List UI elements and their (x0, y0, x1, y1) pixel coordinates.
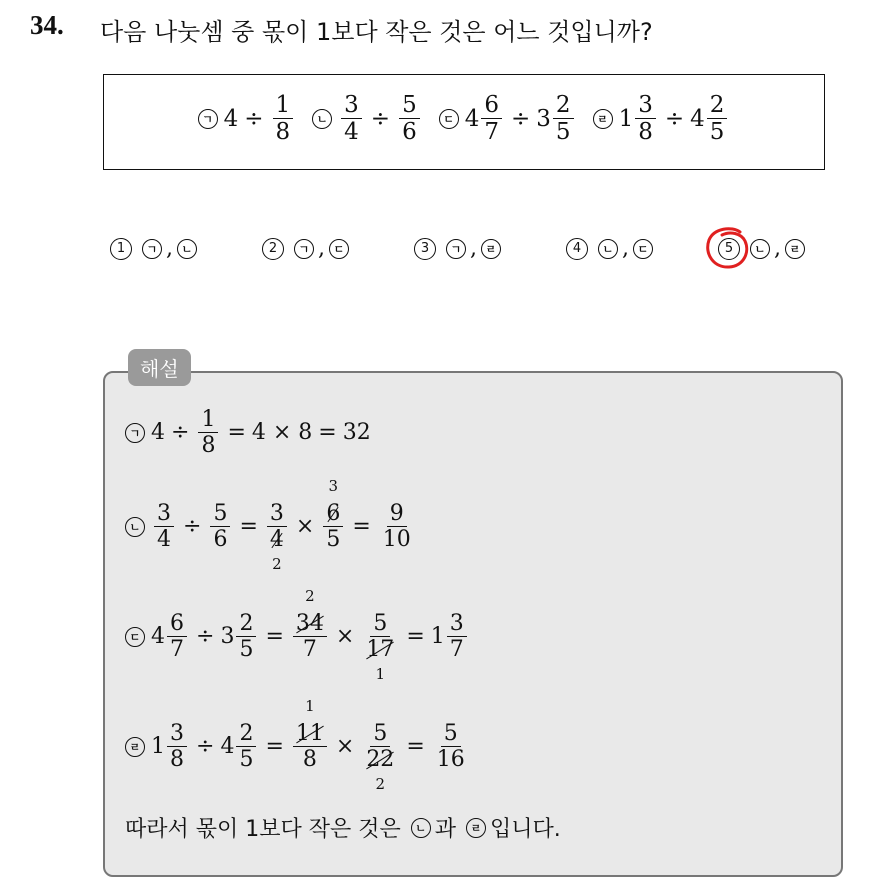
mark-giyeok-icon: ㄱ (198, 109, 218, 129)
fraction (380, 502, 414, 551)
mark-nieun-icon: ㄴ (312, 109, 332, 129)
choice-mark-icon: ㄱ (446, 239, 466, 259)
whole: 3 (220, 624, 235, 650)
cancelled-number: 6 3 (326, 477, 341, 526)
mark-nieun-icon: ㄴ (411, 818, 431, 838)
numerator: 5 (399, 93, 420, 119)
solution-line-2 (125, 477, 417, 574)
numerator: 3 (447, 612, 467, 637)
divide-sign: ÷ (196, 734, 215, 760)
reduced-number: 3 (328, 477, 339, 495)
denominator: 7 (449, 637, 464, 663)
choice-mark-icon: ㄴ (750, 239, 770, 259)
denominator: 5 (326, 527, 341, 553)
mark-digeut-icon: ㄷ (125, 627, 145, 647)
mixed-number (536, 93, 576, 144)
numerator: 2 (236, 722, 256, 747)
fraction (236, 612, 256, 661)
fraction (198, 408, 218, 457)
fraction (323, 477, 343, 553)
mark-rieul-icon: ㄹ (125, 737, 145, 757)
equals-sign: = (265, 624, 284, 650)
box-a-whole: 4 (223, 105, 239, 132)
numerator: 5 (441, 722, 461, 747)
choice-1[interactable]: 1 ㄱ , ㄴ (110, 236, 203, 261)
denominator: 7 (302, 637, 317, 663)
divide-sign: ÷ (370, 105, 391, 132)
denominator: 6 (213, 527, 228, 553)
reduced-number: 2 (305, 587, 315, 605)
choice-4[interactable]: 4 ㄴ , ㄷ (566, 236, 659, 261)
cancelled-number: 17 1 (366, 637, 395, 684)
fraction (167, 722, 187, 771)
choice-5[interactable]: 5 ㄴ , ㄹ (718, 236, 811, 261)
numerator: 5 (370, 612, 390, 637)
numerator: 5 (370, 722, 390, 747)
fraction (293, 587, 327, 663)
whole: 4 (151, 420, 165, 446)
denominator: 8 (302, 747, 317, 773)
answer-circle-mark-icon (704, 226, 752, 272)
times-sign: × (335, 734, 355, 760)
fraction (267, 501, 287, 574)
denominator: 16 (436, 747, 465, 773)
denominator: 5 (239, 747, 254, 773)
equals-sign: = (406, 624, 425, 650)
mark-rieul-icon: ㄹ (593, 109, 613, 129)
divide-sign: ÷ (171, 420, 190, 446)
denominator (363, 637, 397, 684)
mixed-number (220, 722, 259, 771)
mixed-number (151, 722, 190, 771)
fraction (341, 93, 362, 144)
mixed-number (220, 612, 259, 661)
mixed-number (619, 93, 659, 144)
choice-number-icon: 3 (414, 238, 436, 260)
whole: 4 (151, 624, 165, 650)
numerator (293, 587, 327, 637)
equals-sign: = (227, 420, 246, 446)
denominator: 8 (275, 119, 291, 146)
numerator: 3 (341, 93, 362, 119)
equals-sign: = (406, 734, 425, 760)
choice-mark-icon: ㄷ (329, 239, 349, 259)
fraction (553, 93, 574, 144)
expression: 4 × 8 (251, 420, 313, 446)
cancelled-number: 22 2 (366, 747, 395, 794)
divide-sign: ÷ (183, 514, 202, 540)
solution-conclusion (125, 812, 561, 843)
fraction (481, 93, 502, 144)
fraction (447, 612, 467, 661)
choice-number-icon: 2 (262, 238, 284, 260)
whole: 1 (151, 734, 165, 760)
numerator: 3 (635, 93, 656, 119)
numerator: 1 (273, 93, 294, 119)
denominator: 8 (638, 119, 653, 146)
numerator: 9 (387, 502, 407, 527)
fraction (363, 611, 397, 684)
choice-number-icon: 4 (566, 238, 588, 260)
solution-line-4 (125, 697, 471, 794)
mark-digeut-icon: ㄷ (439, 109, 459, 129)
equals-sign: = (265, 734, 284, 760)
reduced-number: 2 (272, 555, 282, 574)
mark-giyeok-icon: ㄱ (125, 423, 145, 443)
whole: 1 (618, 105, 634, 132)
mixed-number (151, 612, 190, 661)
equals-sign: = (239, 514, 258, 540)
divide-sign: ÷ (244, 105, 264, 132)
choice-number-icon: 5 (718, 238, 740, 260)
denominator: 4 (344, 119, 359, 146)
denominator: 6 (402, 119, 417, 146)
fraction (635, 93, 656, 144)
whole: 4 (464, 105, 480, 132)
question-text: 다음 나눗셈 중 몫이 1보다 작은 것은 어느 것입니까? (100, 18, 653, 46)
conclusion-pre: 따라서 몫이 1보다 작은 것은 (125, 817, 401, 842)
result: 32 (342, 420, 371, 446)
fraction (236, 722, 256, 771)
cancelled-number: 11 1 (295, 697, 324, 746)
denominator: 5 (555, 119, 571, 146)
times-sign: × (295, 514, 315, 540)
question-number: 34. (30, 10, 64, 40)
reduced-number: 1 (305, 697, 315, 715)
denominator: 5 (239, 637, 254, 663)
reduced-number: 2 (375, 775, 386, 794)
conclusion-post: 입니다. (490, 817, 561, 842)
fraction (434, 722, 468, 771)
denominator (267, 527, 287, 574)
numerator: 5 (210, 502, 230, 527)
whole: 4 (220, 734, 235, 760)
fraction (167, 612, 187, 661)
whole: 1 (430, 624, 445, 650)
numerator (293, 697, 327, 747)
fraction (273, 93, 294, 144)
divide-sign: ÷ (511, 105, 531, 132)
numerator: 3 (267, 502, 287, 527)
problem-box (103, 74, 825, 170)
numerator: 6 (481, 93, 502, 119)
mixed-number (465, 93, 505, 144)
numerator: 2 (236, 612, 256, 637)
solution-line-1 (125, 408, 371, 457)
denominator: 8 (170, 747, 184, 773)
problem-row (104, 93, 824, 144)
numerator: 3 (154, 502, 174, 527)
numerator: 1 (198, 408, 218, 433)
equals-sign: = (352, 514, 371, 540)
numerator (323, 477, 343, 527)
denominator (363, 747, 397, 794)
choice-mark-icon: ㄹ (481, 239, 501, 259)
choice-mark-icon: ㄷ (633, 239, 653, 259)
denominator: 7 (484, 119, 499, 146)
denominator: 7 (170, 637, 184, 663)
numerator: 2 (707, 93, 728, 119)
whole: 3 (536, 105, 551, 132)
choice-mark-icon: ㄱ (142, 239, 162, 259)
fraction (154, 502, 174, 551)
fraction (210, 502, 230, 551)
denominator: 8 (201, 433, 216, 459)
choice-mark-icon: ㄹ (785, 239, 805, 259)
fraction (399, 93, 420, 144)
choice-mark-icon: ㄱ (294, 239, 314, 259)
mixed-number (431, 612, 470, 661)
choice-3[interactable]: 3 ㄱ , ㄹ (414, 236, 507, 261)
numerator: 3 (167, 722, 187, 747)
mixed-number (690, 93, 730, 144)
cancelled-number: 4 2 (269, 527, 284, 574)
denominator: 4 (157, 527, 171, 553)
divide-sign: ÷ (664, 105, 685, 132)
whole: 4 (690, 105, 705, 132)
times-sign: × (335, 624, 355, 650)
choice-2[interactable]: 2 ㄱ , ㄷ (262, 236, 355, 261)
fraction (707, 93, 728, 144)
choice-number-icon: 1 (110, 238, 132, 260)
equals-sign: = (318, 420, 337, 446)
conclusion-mid: 과 (434, 817, 457, 842)
choice-mark-icon: ㄴ (177, 239, 197, 259)
mark-rieul-icon: ㄹ (466, 818, 486, 838)
reduced-number: 1 (375, 665, 386, 684)
numerator: 2 (553, 93, 574, 119)
solution-tag: 해설 (128, 349, 191, 386)
denominator: 5 (709, 119, 725, 146)
choice-mark-icon: ㄴ (598, 239, 618, 259)
fraction (363, 721, 397, 794)
numerator: 6 (167, 612, 187, 637)
solution-line-3 (125, 587, 470, 684)
cancelled-number: 34 2 (295, 587, 324, 636)
divide-sign: ÷ (196, 624, 215, 650)
mark-nieun-icon: ㄴ (125, 517, 145, 537)
fraction (293, 697, 327, 773)
denominator: 10 (382, 527, 411, 553)
